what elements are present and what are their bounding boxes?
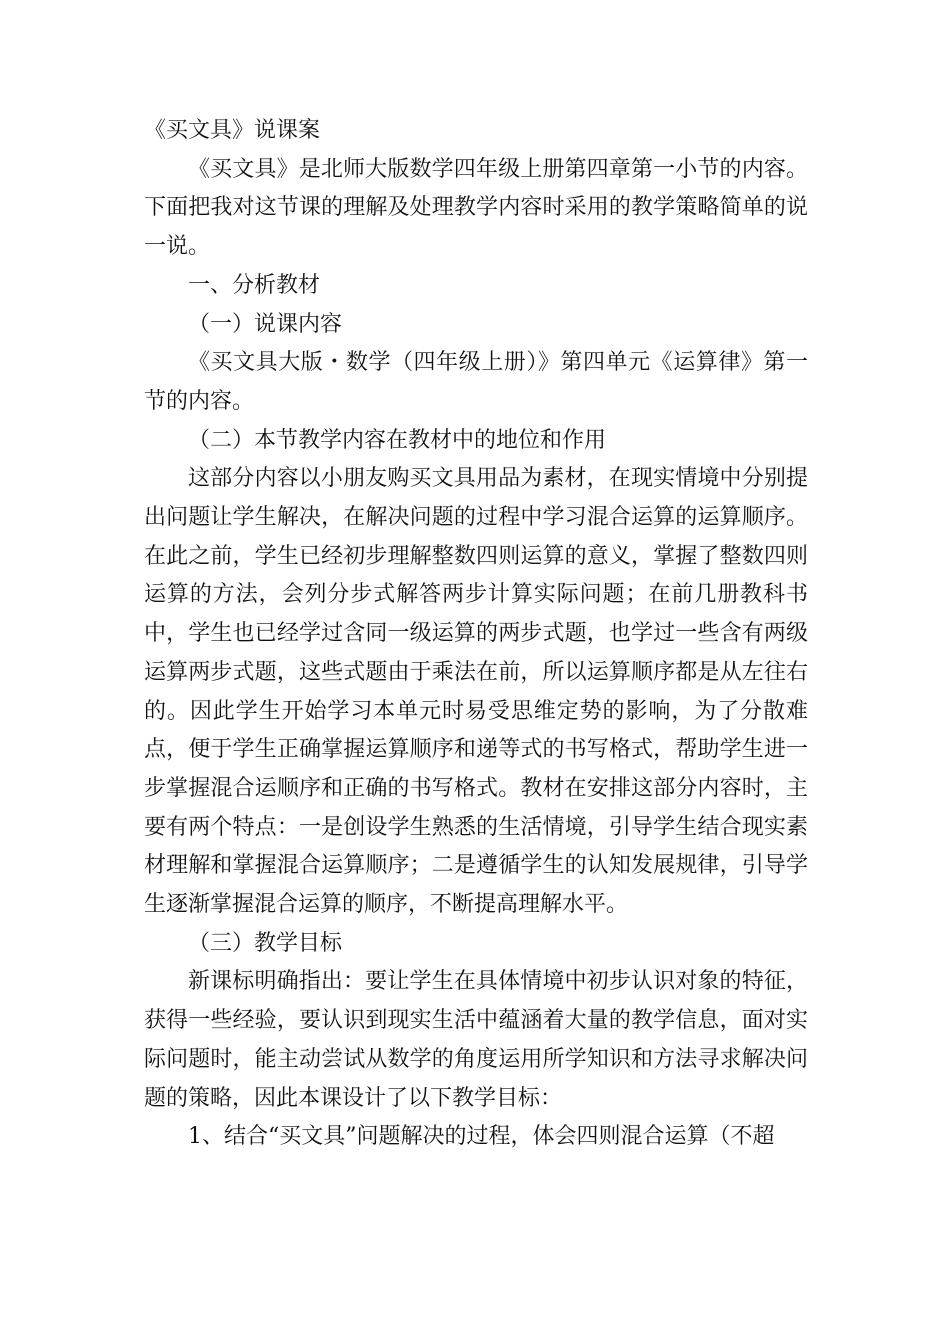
document-title: 《买文具》说课案 <box>144 118 321 143</box>
subsection-heading-role: （二）本节教学内容在教材中的地位和作用 <box>188 427 607 453</box>
subsection-heading-goals: （三）教学目标 <box>188 930 343 956</box>
subsection-heading-content: （一）说课内容 <box>188 311 343 337</box>
paragraph-role-desc: 这部分内容以小朋友购买文具用品为素材，在现实情境中分别提出问题让学生解决，在解决问题的过程中学习混合运算的运算顺序。在此之前，学生已经初步理解整数四则运算的意义，掌握了整数四则运算的方法，会列分步式解答两步计算实际问题；在前几册教科书中，学生也已经学过含同一级运算的两步式题，也学过一些含有两级运算两步式题，这些式题由于乘法在前，所以运算顺序都是从左往右的。因此学生开始学习本单元时易受思维定势的影响，为了分散难点，便于学生正确掌握运算顺序和递等式的书写格式，帮助学生进一步掌握混合运顺序和正确的书写格式。教材在安排这部分内容时，主要有两个特点：一是创设学生熟悉的生活情境，引导学生结合现实素材理解和掌握混合运算顺序；二是遵循学生的认知发展规律，引导学生逐渐掌握混合运算的顺序，不断提高理解水平。 <box>144 466 808 918</box>
paragraph-goals-desc: 新课标明确指出：要让学生在具体情境中初步认识对象的特征，获得一些经验，要认识到现实生活中蕴涵着大量的教学信息，面对实际问题时，能主动尝试从数学的角度运用所学知识和方法寻求解决问题的策略，因此本课设计了以下教学目标： <box>144 969 808 1111</box>
paragraph-intro: 《买文具》是北师大版数学四年级上册第四章第一小节的内容。下面把我对这节课的理解及处理教学内容时采用的教学策略简单的说一说。 <box>144 156 808 260</box>
section-heading-analysis: 一、分析教材 <box>188 272 321 298</box>
document-body <box>144 112 808 1157</box>
paragraph-content-desc: 《买文具大版・数学（四年级上册）》第四单元《运算律》第一节的内容。 <box>144 350 808 414</box>
paragraph-goal-1: 1、结合“买文具”问题解决的过程，体会四则混合运算（不超 <box>188 1124 775 1150</box>
